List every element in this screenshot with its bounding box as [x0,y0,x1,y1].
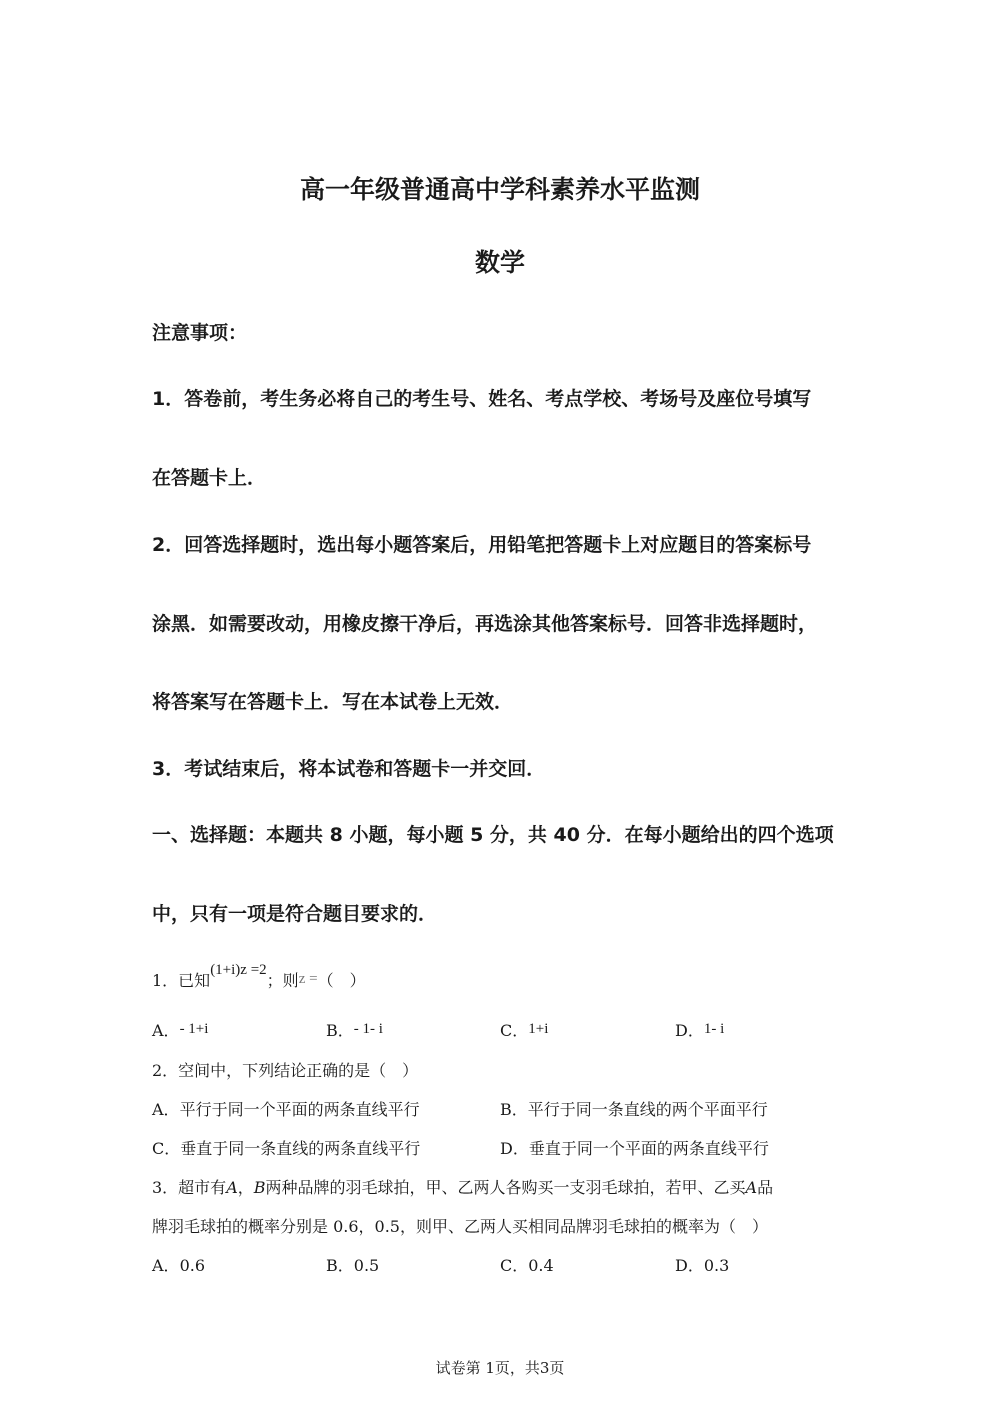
question-2-option-b [500,1097,768,1120]
question-3-text: ， [237,1178,254,1197]
note-2-line-2: 涂黑．如需要改动，用橡皮擦干净后，再选涂其他答案标号．回答非选择题时， [152,613,818,635]
option-value: - 1+i [179,1021,209,1037]
question-2-option-a [152,1097,420,1120]
note-2-line-1: 2．回答选择题时，选出每小题答案后，用铅笔把答题卡上对应题目的答案标号 [152,534,812,556]
question-1-stem [152,962,366,991]
question-1-prefix: 1．已知 [152,971,211,990]
option-label: C． [152,1139,181,1158]
question-3-option-a [152,1253,205,1276]
question-3-text: 3．超市有 [152,1178,227,1197]
page-footer: 试卷第 1页，共3页 [435,1359,565,1377]
question-1-option-a [152,1018,208,1041]
question-3-option-c [500,1253,554,1276]
option-label: B． [326,1256,354,1275]
page-title: 高一年级普通高中学科素养水平监测 [299,175,700,204]
question-1-option-b [326,1018,383,1041]
question-1-equation: (1+i)z =2 [210,962,267,978]
question-3-text: 品 [757,1178,774,1197]
subject-title: 数学 [474,248,525,277]
option-label: A． [152,1100,180,1119]
question-3-line-2: 牌羽毛球拍的概率分别是 0.6，0.5，则甲、乙两人买相同品牌羽毛球拍的概率为（ ） [152,1217,768,1236]
question-3-option-d [675,1253,729,1276]
section-1-line-2: 中，只有一项是符合题目要求的． [152,903,438,925]
notes-heading: 注意事项： [152,322,248,344]
option-value: - 1- i [353,1021,383,1037]
option-value: 垂直于同一条直线的两条直线平行 [180,1139,421,1158]
option-value: 0.4 [528,1256,554,1275]
note-1-line-1: 1．答卷前，考生务必将自己的考生号、姓名、考点学校、考场号及座位号填写 [152,388,812,410]
note-1-line-2: 在答题卡上． [152,467,267,489]
option-value: 0.5 [353,1256,380,1275]
variable-a: A [745,1178,758,1197]
option-label: C． [500,1021,529,1040]
question-1-option-d [675,1018,724,1041]
question-3-text: 两种品牌的羽毛球拍，甲、乙两人各购买一支羽毛球拍，若甲、乙买 [265,1178,746,1197]
option-value: 平行于同一个平面的两条直线平行 [179,1100,420,1119]
option-value: 垂直于同一个平面的两条直线平行 [528,1139,769,1158]
question-3-option-b [326,1253,379,1276]
question-1-option-c [500,1018,548,1041]
option-value: 1- i [703,1021,725,1037]
question-1-conjugate: z = [298,971,318,987]
option-value: 平行于同一条直线的两个平面平行 [527,1100,768,1119]
option-label: B． [500,1100,528,1119]
variable-b: B [253,1178,266,1197]
variable-a: A [226,1178,238,1197]
question-1-suffix: （ ） [317,971,366,990]
question-3-line-1 [152,1175,773,1198]
question-2-option-c [152,1136,420,1159]
option-value: 0.6 [179,1256,206,1275]
note-2-line-3: 将答案写在答题卡上．写在本试卷上无效． [152,691,514,713]
section-1-line-1: 一、选择题：本题共 8 小题，每小题 5 分，共 40 分．在每小题给出的四个选项 [152,824,834,846]
option-label: A． [152,1256,180,1275]
question-1-mid: ；则 [266,971,299,990]
option-label: D． [675,1256,704,1275]
option-label: D． [500,1139,529,1158]
note-3: 3．考试结束后，将本试卷和答题卡一并交回． [152,758,546,780]
question-2-stem: 2．空间中，下列结论正确的是（ ） [152,1061,419,1080]
option-label: D． [675,1021,704,1040]
option-label: A． [152,1021,180,1040]
option-label: C． [500,1256,529,1275]
option-value: 1+i [528,1021,549,1037]
option-label: B． [326,1021,354,1040]
option-value: 0.3 [703,1256,730,1275]
question-2-option-d [500,1136,769,1159]
